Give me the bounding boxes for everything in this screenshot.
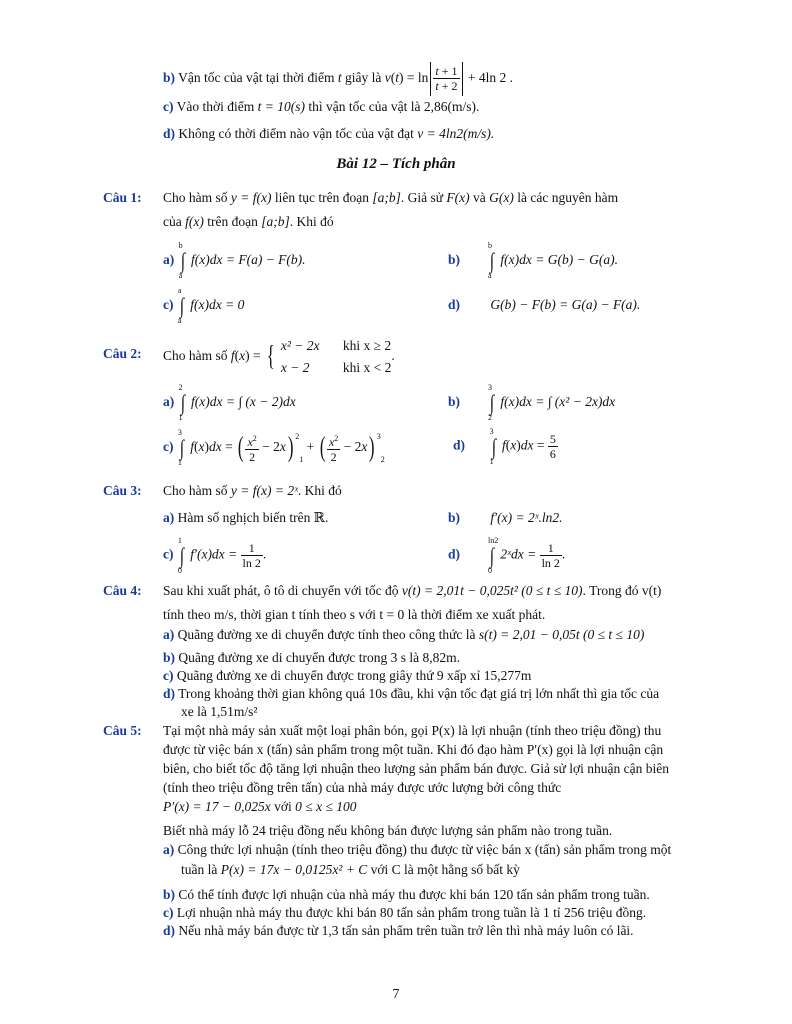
top-item-c: c) Vào thời điểm t = 10(s) thì vận tốc của vật là 2,86(m/s). — [163, 99, 480, 114]
q5-formula-line: P′(x) = 17 − 0,025x với 0 ≤ x ≤ 100 — [163, 799, 357, 814]
q3-label: Câu 3: — [103, 483, 142, 498]
q2-option-d: d) 3 ∫ 1 f(x)dx = $\frac{5}{6}$ — [453, 426, 556, 466]
q4-option-d-line2: xe là 1,51m/s² — [181, 704, 258, 719]
q4-option-d: d) Trong khoảng thời gian không quá 10s đầu, khi vận tốc đạt giá trị lớn nhất thì gia tốc của — [163, 686, 660, 701]
q4-option-b: b) Quãng đường xe di chuyển được trong 3 s là 8,82m. — [163, 650, 461, 665]
q4-stem-line2: tính theo m/s, thời gian t tính theo s với t = 0 là thời điểm xe xuất phát. — [163, 607, 546, 622]
q1-label: Câu 1: — [103, 190, 142, 205]
q1-option-c: c) a ∫ a f(x)dx = 0 — [163, 286, 245, 325]
q1-stem-line1: Cho hàm số y = f(x) liên tục trên đoạn [a;b]. Giả sử F(x) và G(x) là các nguyên hàm — [163, 190, 619, 205]
q4-option-c: c) Quãng đường xe di chuyển được trong giây thứ 9 xấp xỉ 15,277m — [163, 668, 532, 683]
q3-option-d: d) ln2 ∫ 0 2ˣdx = $\frac{1}{\ln 2}$ . — [448, 535, 566, 575]
q5-line2: được từ việc bán x (tấn) sản phẩm trong một tuần. Khi đó đạo hàm P′(x) gọi là lợi nhuận cận — [163, 742, 664, 757]
q5-option-a: a) Công thức lợi nhuận (tính theo triệu đồng) thu được từ việc bán x (tấn) sản phẩm trong một — [163, 842, 672, 857]
q5-line3: biên, cho biết tốc độ tăng lợi nhuận theo lượng sản phẩm bán được. Giả sử lợi nhuận cận biên — [163, 761, 670, 776]
q5-option-a-line2: tuần là P(x) = 17x − 0,0125x² + C với C là một hằng số bất kỳ — [181, 862, 520, 877]
q5-option-d: d) Nếu nhà máy bán được từ 1,3 tấn sản phẩm trên tuần trở lên thì nhà máy luôn có lãi. — [163, 923, 634, 938]
q5-label: Câu 5: — [103, 723, 142, 738]
q5-line6: Biết nhà máy lỗ 24 triệu đồng nếu không bán được lượng sản phẩm nào trong tuần. — [163, 823, 613, 838]
top-item-b: b) Vận tốc của vật tại thời điểm t giây là v(t) = ln $\frac{t + 1}{t + 2}$ + 4ln 2 . — [163, 62, 513, 96]
q3-option-b: b) f′(x) = 2ˣ.ln2. — [448, 510, 563, 525]
q1-option-a: a) b ∫ a f(x)dx = F(a) − F(b). — [163, 241, 306, 280]
q2-option-b: b) 3 ∫ 2 f(x)dx = ∫ (x² − 2x)dx — [448, 383, 616, 422]
q2-option-a: a) 2 ∫ 1 f(x)dx = ∫ (x − 2)dx — [163, 383, 296, 422]
q3-option-a: a) Hàm số nghịch biến trên ℝ. — [163, 510, 329, 525]
q4-option-a: a) Quãng đường xe di chuyển được tính theo công thức là s(t) = 2,01 − 0,05t (0 ≤ t ≤ 10) — [163, 627, 645, 642]
q3-stem: Cho hàm số y = f(x) = 2ˣ. Khi đó — [163, 483, 342, 498]
q1-stem-line2: của f(x) trên đoạn [a;b]. Khi đó — [163, 214, 334, 229]
q4-label: Câu 4: — [103, 583, 142, 598]
q5-option-c: c) Lợi nhuận nhà máy thu được khi bán 80 tấn sản phẩm trong tuần là 1 tỉ 256 triệu đồng. — [163, 905, 647, 920]
q1-option-b: b) b ∫ a f(x)dx = G(b) − G(a). — [448, 241, 618, 280]
page-number: 7 — [392, 987, 400, 1002]
top-item-d: d) Không có thời điểm nào vận tốc của vật đạt v = 4ln2(m/s). — [163, 126, 495, 141]
q1-option-d: d) G(b) − F(b) = G(a) − F(a). — [448, 297, 641, 312]
q4-stem-line1: Sau khi xuất phát, ô tô di chuyển với tốc độ v(t) = 2,01t − 0,025t² (0 ≤ t ≤ 10). Trong đó v(t) — [163, 583, 662, 598]
q3-option-c: c) 1 ∫ 0 f′(x)dx = $\frac{1}{\ln 2}$ . — [163, 535, 267, 575]
lesson-title: Bài 12 – Tích phân — [336, 156, 456, 172]
q2-stem: Cho hàm số f(x) = { x² − 2x x − 2 khi x ≥ 2 khi x < 2. — [163, 338, 395, 375]
q5-line1: Tại một nhà máy sản xuất một loại phân bón, gọi P(x) là lợi nhuận (tính theo triệu đồng) thu — [163, 723, 662, 738]
q2-label: Câu 2: — [103, 346, 142, 361]
q5-line4: (tính theo triệu đồng trên tấn) của nhà máy được ước lượng bởi công thức — [163, 780, 562, 795]
q2-option-c: c) 3 ∫ 1 f(x)dx = ( $\frac{x^2}{2}$ − 2x) $^2$1 + ( $\frac{x^2}{2}$ − 2x) $^3$2 — [163, 428, 385, 467]
q5-option-b: b) Có thể tính được lợi nhuận của nhà máy thu được khi bán 120 tấn sản phẩm trong tuần. — [163, 887, 650, 902]
